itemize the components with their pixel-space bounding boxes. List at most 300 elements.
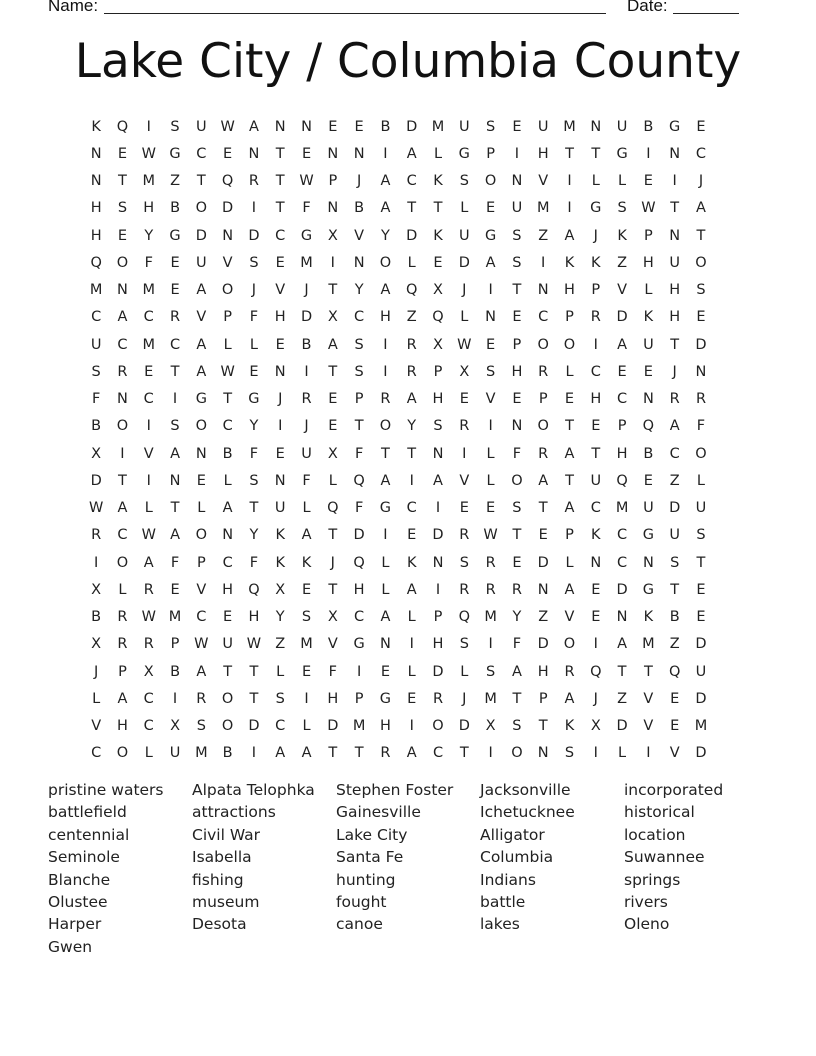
grid-letter: L [591,173,600,190]
grid-letter: R [380,391,391,408]
grid-letter: E [512,391,522,408]
grid-letter: A [380,609,391,626]
grid-letter: I [672,173,677,190]
grid-letter: L [407,663,416,680]
word-list-item: Alligator [480,825,545,844]
grid-letter: H [353,581,365,598]
grid-letter: E [670,718,680,735]
grid-letter: A [564,500,575,517]
grid-letter: O [511,472,523,489]
grid-letter: B [380,118,391,135]
grid-letter: A [196,363,207,380]
grid-letter: L [381,554,390,571]
grid-letter: S [485,663,496,680]
grid-letter: D [537,636,549,653]
grid-letter: T [696,554,706,571]
grid-letter: C [617,554,628,571]
grid-letter: J [330,554,335,571]
grid-letter: D [669,500,681,517]
grid-letter: R [538,363,549,380]
grid-letter: M [642,636,655,653]
grid-letter: L [302,500,311,517]
grid-letter: R [406,336,417,353]
grid-letter: S [117,200,128,217]
grid-letter: A [117,309,128,326]
grid-letter: E [328,118,338,135]
name-label: Name: [48,0,99,15]
grid-letter: D [300,309,313,326]
grid-letter: L [644,282,653,299]
grid-row [83,576,714,603]
grid-letter: S [485,118,496,135]
word-list-item: Blanche [48,870,111,889]
word-list-item: Ichetucknee [480,803,575,822]
grid-letter: E [223,145,233,162]
grid-letter: V [459,472,470,489]
grid-letter: P [354,690,364,707]
grid-letter: R [432,690,444,707]
grid-letter: J [278,391,283,408]
grid-letter: P [328,173,338,190]
grid-letter: H [432,636,444,653]
grid-letter: F [512,445,522,462]
grid-letter: M [352,718,366,735]
grid-letter: B [643,118,654,135]
grid-letter: O [195,527,208,544]
grid-letter: P [486,145,495,162]
grid-letter: D [248,227,260,244]
grid-letter: L [618,173,627,190]
grid-letter: C [275,718,286,735]
grid-letter: Z [538,227,549,244]
grid-letter: A [564,227,575,244]
grid-letter: G [379,500,392,517]
grid-row [83,740,714,767]
name-field-line[interactable] [104,13,606,14]
grid-letter: O [563,636,576,653]
grid-row [83,168,714,195]
grid-letter: T [591,145,601,162]
grid-letter: P [591,282,601,299]
grid-letter: X [459,363,470,380]
grid-letter: U [511,200,523,217]
grid-letter: R [695,391,707,408]
grid-letter: E [670,690,680,707]
grid-letter: R [117,609,128,626]
grid-letter: S [249,472,259,489]
grid-letter: M [694,718,708,735]
grid-letter: B [301,336,312,353]
grid-letter: P [118,663,127,680]
grid-letter: F [170,554,180,571]
grid-letter: Q [642,418,655,435]
grid-letter: D [432,527,444,544]
grid-letter: H [116,718,128,735]
grid-letter: T [670,581,680,598]
grid-letter: C [143,309,154,326]
grid-letter: R [248,173,259,190]
grid-letter: C [117,336,128,353]
grid-letter: C [91,745,102,762]
grid-letter: Y [354,282,364,299]
grid-letter: I [146,118,151,135]
grid-letter: L [249,336,258,353]
grid-letter: Y [249,418,259,435]
word-list-item: location [624,825,686,844]
grid-letter: U [643,500,654,517]
word-list-item: Gainesville [336,803,421,822]
grid-letter: R [459,527,470,544]
grid-letter: N [537,581,549,598]
grid-letter: N [642,554,654,571]
grid-letter: H [432,391,444,408]
grid-letter: G [353,636,365,653]
grid-letter: L [92,690,101,707]
grid-letter: X [590,718,601,735]
grid-letter: S [617,200,627,217]
grid-row [83,358,714,385]
grid-letter: R [117,363,128,380]
grid-letter: I [383,527,388,544]
grid-letter: S [249,254,259,271]
grid-letter: T [354,418,364,435]
grid-letter: T [407,200,417,217]
grid-letter: J [462,690,467,707]
grid-letter: T [170,363,180,380]
grid-letter: A [275,745,286,762]
grid-letter: H [327,690,339,707]
grid-letter: N [90,173,102,190]
grid-letter: E [486,336,496,353]
grid-letter: U [537,118,549,135]
grid-letter: N [537,745,549,762]
grid-letter: H [511,363,523,380]
grid-letter: O [221,718,234,735]
grid-row [83,685,714,712]
grid-row [83,413,714,440]
word-list-item: Gwen [48,937,93,956]
grid-letter: W [483,527,498,544]
word-list-item: Seminole [48,848,120,867]
grid-letter: G [590,200,602,217]
grid-letter: Q [248,581,260,598]
grid-row [83,522,714,549]
grid-letter: G [169,145,181,162]
grid-letter: I [646,145,651,162]
grid-letter: S [512,254,522,271]
grid-letter: F [328,663,337,680]
grid-letter: R [590,309,601,326]
grid-letter: A [301,527,312,544]
grid-letter: D [616,581,628,598]
grid-letter: B [170,200,181,217]
grid-letter: D [695,336,707,353]
grid-letter: G [642,527,654,544]
grid-letter: S [696,282,706,299]
grid-letter: J [304,418,309,435]
grid-letter: L [460,663,469,680]
grid-letter: H [564,282,575,299]
grid-letter: N [274,118,286,135]
grid-letter: T [118,472,127,489]
grid-letter: E [407,527,417,544]
grid-letter: O [116,418,129,435]
grid-letter: A [196,663,207,680]
grid-letter: R [301,391,312,408]
grid-letter: R [380,745,391,762]
word-list-item: Lake City [336,825,408,844]
grid-letter: N [248,145,260,162]
grid-letter: L [618,745,627,762]
grid-letter: L [433,145,443,162]
grid-letter: V [538,173,549,190]
grid-letter: D [695,690,707,707]
grid-letter: L [144,745,153,762]
grid-letter: A [564,581,575,598]
grid-letter: P [538,690,548,707]
grid-letter: I [172,391,178,408]
grid-letter: S [433,418,443,435]
grid-letter: D [353,527,365,544]
grid-letter: N [432,445,444,462]
grid-letter: H [90,200,102,217]
grid-letter: W [246,636,262,653]
grid-letter: A [406,391,417,408]
word-list-column [480,779,624,936]
grid-letter: U [695,500,707,517]
grid-row [83,304,714,331]
grid-letter: X [485,718,496,735]
grid-letter: T [328,363,338,380]
grid-letter: O [195,418,208,435]
grid-letter: C [590,363,601,380]
word-list-item: Oleno [624,915,670,934]
grid-letter: H [222,581,234,598]
grid-letter: S [275,690,285,707]
grid-letter: O [484,173,497,190]
grid-letter: T [170,500,180,517]
grid-letter: I [120,445,125,462]
grid-letter: S [170,418,180,435]
grid-letter: E [301,663,312,680]
grid-letter: F [302,472,311,489]
grid-letter: M [142,336,155,353]
grid-letter: M [484,609,497,626]
grid-letter: V [91,718,102,735]
grid-letter: P [512,336,522,353]
grid-letter: I [172,690,178,707]
grid-letter: I [146,418,151,435]
grid-letter: H [274,309,286,326]
grid-letter: T [591,445,601,462]
grid-letter: A [564,445,575,462]
grid-letter: N [432,554,444,571]
grid-letter: N [669,145,681,162]
grid-letter: T [328,745,338,762]
grid-letter: P [644,227,653,244]
grid-letter: O [379,418,392,435]
grid-letter: R [669,391,680,408]
grid-letter: F [512,636,522,653]
grid-letter: N [327,200,339,217]
grid-row [83,386,714,413]
word-list-item: museum [192,892,260,911]
grid-letter: Y [380,227,390,244]
grid-letter: I [383,336,388,353]
grid-letter: E [170,282,180,299]
grid-letter: K [275,554,285,571]
grid-letter: L [407,254,416,271]
grid-letter: T [565,145,574,162]
word-list-item: Isabella [192,848,252,867]
grid-letter: M [563,118,576,135]
grid-letter: V [643,690,654,707]
grid-letter: E [459,500,469,517]
grid-letter: V [196,309,207,326]
grid-letter: E [696,118,706,135]
word-list-item: Olustee [48,892,108,911]
grid-letter: N [327,145,339,162]
grid-letter: C [143,690,154,707]
grid-letter: R [485,554,496,571]
grid-letter: A [511,663,522,680]
grid-letter: R [538,445,549,462]
grid-letter: C [275,227,286,244]
grid-letter: I [593,636,598,653]
grid-letter: Y [144,227,154,244]
grid-letter: L [144,500,153,517]
grid-letter: H [669,309,681,326]
grid-letter: E [275,445,285,462]
grid-letter: N [590,554,602,571]
grid-letter: E [512,309,522,326]
grid-letter: M [300,636,313,653]
grid-letter: W [141,145,156,162]
grid-letter: A [117,500,128,517]
grid-letter: W [194,636,209,653]
date-field-line[interactable] [673,13,739,14]
grid-letter: C [91,309,102,326]
grid-letter: V [222,254,233,271]
grid-letter: P [433,609,443,626]
grid-letter: Y [249,527,259,544]
grid-letter: U [616,118,628,135]
grid-letter: Z [538,609,549,626]
grid-letter: T [433,200,443,217]
grid-letter: E [696,309,706,326]
grid-letter: E [538,527,548,544]
grid-letter: K [301,554,312,571]
grid-letter: E [275,254,285,271]
grid-letter: E [407,690,417,707]
grid-letter: Z [617,690,628,707]
grid-letter: I [435,581,441,598]
grid-letter: A [117,690,128,707]
grid-letter: A [301,745,312,762]
grid-letter: A [380,200,391,217]
grid-letter: E [249,363,259,380]
grid-letter: I [409,718,414,735]
grid-letter: N [301,118,312,135]
grid-letter: O [116,745,129,762]
grid-letter: C [196,145,207,162]
word-list-item: Jacksonville [480,781,571,799]
grid-letter: T [512,282,522,299]
grid-letter: F [249,445,259,462]
grid-letter: T [118,173,127,190]
grid-letter: X [327,445,338,462]
grid-letter: C [669,445,680,462]
grid-letter: S [459,554,469,571]
grid-letter: P [196,554,206,571]
grid-letter: E [170,254,180,271]
grid-letter: T [223,663,233,680]
word-list-column [624,779,768,936]
grid-letter: W [641,200,656,217]
grid-letter: P [223,309,232,326]
grid-letter: N [590,118,602,135]
grid-letter: S [354,363,364,380]
grid-letter: D [195,227,207,244]
grid-letter: T [328,282,338,299]
grid-letter: C [354,609,365,626]
word-list-item: rivers [624,892,668,911]
grid-letter: D [537,554,549,571]
grid-letter: O [537,418,549,435]
grid-letter: A [406,145,417,162]
grid-letter: B [354,200,365,217]
grid-letter: D [458,718,470,735]
word-list-item: Indians [480,870,536,889]
grid-letter: N [379,636,391,653]
grid-letter: I [330,254,335,271]
grid-letter: R [117,636,128,653]
grid-letter: L [276,663,285,680]
word-list-item: pristine waters [48,781,164,799]
grid-letter: E [696,581,706,598]
grid-row [83,467,714,494]
grid-letter: T [249,500,259,517]
grid-letter: T [459,745,469,762]
grid-letter: I [593,336,598,353]
grid-letter: O [511,745,523,762]
grid-letter: N [353,254,365,271]
grid-row [83,658,714,685]
grid-row [83,713,714,740]
grid-letter: C [406,173,417,190]
grid-letter: V [196,581,207,598]
grid-letter: G [669,118,681,135]
grid-letter: H [537,663,549,680]
grid-letter: A [380,472,391,489]
worksheet-header [48,0,748,20]
grid-letter: C [590,500,601,517]
grid-letter: N [669,227,681,244]
grid-letter: M [536,200,550,217]
grid-letter: T [538,500,548,517]
grid-letter: D [406,118,418,135]
grid-letter: I [488,636,493,653]
grid-letter: A [617,336,628,353]
grid-letter: O [221,690,234,707]
grid-letter: J [593,690,598,707]
grid-letter: R [459,581,470,598]
grid-letter: P [170,636,180,653]
grid-letter: O [563,336,576,353]
grid-letter: V [354,227,365,244]
grid-letter: Q [458,609,471,626]
grid-row [83,549,714,576]
